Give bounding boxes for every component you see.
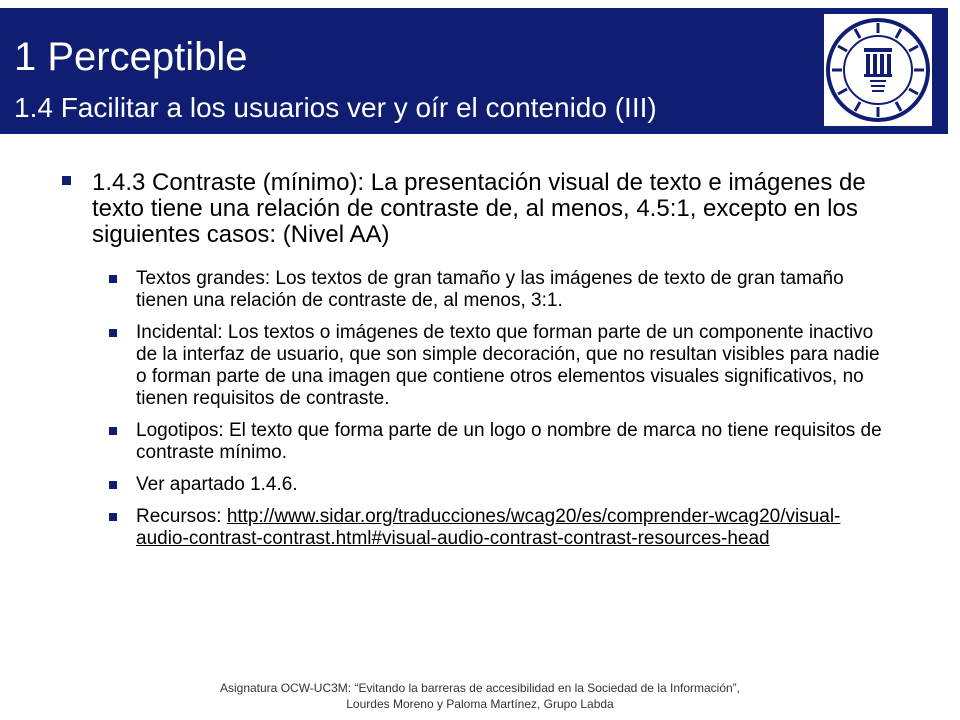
slide-header xyxy=(0,8,948,134)
list-item xyxy=(136,268,886,312)
exceptions-list xyxy=(136,268,886,560)
list-item xyxy=(136,420,886,464)
square-bullet-icon xyxy=(109,481,117,489)
square-bullet-icon xyxy=(109,427,117,435)
university-logo xyxy=(824,14,932,126)
slide-footer xyxy=(0,680,960,712)
list-item-text: Textos grandes: Los textos de gran tamaño y las imágenes de texto de gran tamaño tienen una relación de contraste de, al menos, 3:1. xyxy=(136,268,844,311)
list-item xyxy=(136,474,886,496)
university-seal-icon xyxy=(824,14,932,126)
footer-course: Asignatura OCW-UC3M: “Evitando la barreras de accesibilidad en la Sociedad de la Información”, xyxy=(219,681,741,695)
list-item-text: Incidental: Los textos o imágenes de texto que forman parte de un componente inactivo de la interfaz de usuario, que son simple decoración, que no resultan visibles para nadie o forman parte de una imagen que contiene otros elementos visuales significativos, no tienen requisitos de contraste. xyxy=(136,322,880,409)
list-item-resources xyxy=(136,506,886,550)
square-bullet-icon xyxy=(109,329,117,337)
square-bullet-icon xyxy=(109,513,117,521)
square-bullet-icon xyxy=(62,176,71,185)
square-bullet-icon xyxy=(109,275,117,283)
resources-link[interactable]: http://www.sidar.org/traducciones/wcag20/es/comprender-wcag20/visual-audio-contrast-contrast.html#visual-audio-contrast-contrast-resources-head xyxy=(136,506,841,549)
resources-label: Recursos: xyxy=(136,506,227,527)
footer-authors: Lourdes Moreno y Paloma Martínez, Grupo Labda xyxy=(346,697,614,711)
list-item xyxy=(136,322,886,410)
list-item-text: Ver apartado 1.4.6. xyxy=(136,474,298,495)
list-item-text: Logotipos: El texto que forma parte de un logo o nombre de marca no tiene requisitos de contraste mínimo. xyxy=(136,420,882,463)
slide-title: 1 Perceptible xyxy=(14,35,248,79)
criterion-1-4-3: 1.4.3 Contraste (mínimo): La presentación visual de texto e imágenes de texto tiene una relación de contraste de, al menos, 4.5:1, excepto en los siguientes casos: (Nivel AA) xyxy=(92,169,866,248)
slide-subtitle: 1.4 Facilitar a los usuarios ver y oír el contenido (III) xyxy=(14,92,657,123)
